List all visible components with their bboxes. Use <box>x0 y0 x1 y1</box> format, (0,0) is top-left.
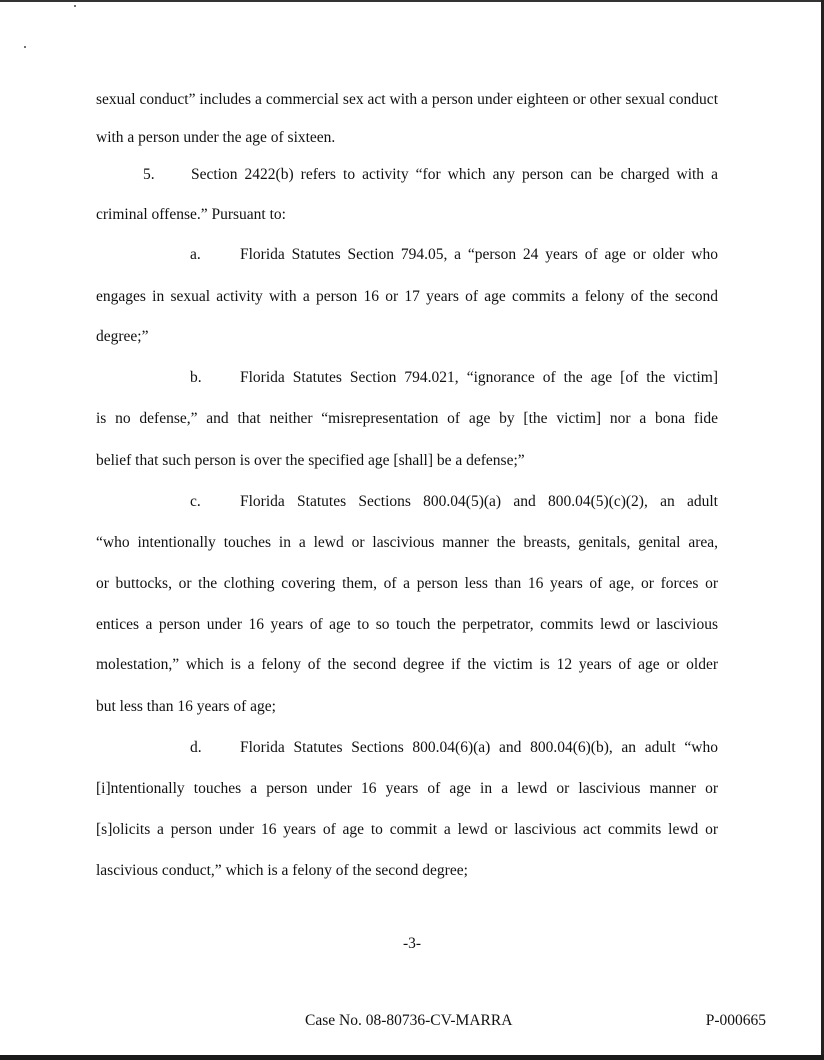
body-line: [i]ntentionally touches a person under 16 years of age in a lewd or lascivious manner or <box>96 780 718 797</box>
body-line: with a person under the age of sixteen. <box>96 129 336 146</box>
body-line: “who intentionally touches in a lewd or lascivious manner the breasts, genitals, genital area, <box>96 534 718 551</box>
scan-border-top <box>0 0 824 2</box>
body-line: belief that such person is over the specified age [shall] be a defense;” <box>96 452 525 469</box>
paragraph-number: 5. <box>143 166 155 183</box>
item-letter: b. <box>190 369 202 386</box>
body-line: entices a person under 16 years of age to so touch the perpetrator, commits lewd or lascivious <box>96 616 718 633</box>
body-line: is no defense,” and that neither “misrepresentation of age by [the victim] nor a bona fide <box>96 410 718 427</box>
body-line: Florida Statutes Section 794.05, a “person 24 years of age or older who <box>240 246 718 263</box>
scan-speck <box>24 46 26 48</box>
item-letter: a. <box>190 246 201 263</box>
bates-number: P-000665 <box>705 1012 766 1029</box>
body-line: lascivious conduct,” which is a felony of the second degree; <box>96 862 468 879</box>
body-line: [s]olicits a person under 16 years of age to commit a lewd or lascivious act commits lewd or <box>96 821 718 838</box>
body-line: Florida Statutes Sections 800.04(6)(a) and 800.04(6)(b), an adult “who <box>240 739 718 756</box>
scan-border-bottom <box>0 1055 824 1060</box>
case-number: Case No. 08-80736-CV-MARRA <box>305 1012 513 1029</box>
body-line: molestation,” which is a felony of the second degree if the victim is 12 years of age or older <box>96 656 718 673</box>
page-number: -3- <box>402 935 422 952</box>
body-line: engages in sexual activity with a person 16 or 17 years of age commits a felony of the second <box>96 288 718 305</box>
body-line: but less than 16 years of age; <box>96 698 276 715</box>
body-line: sexual conduct” includes a commercial sex act with a person under eighteen or other sexual conduct <box>96 91 718 108</box>
body-line: Florida Statutes Sections 800.04(5)(a) and 800.04(5)(c)(2), an adult <box>240 493 718 510</box>
body-line: or buttocks, or the clothing covering them, of a person less than 16 years of age, or forces or <box>96 575 718 592</box>
body-line: Florida Statutes Section 794.021, “ignorance of the age [of the victim] <box>240 369 718 386</box>
scan-speck <box>74 5 76 7</box>
body-line: criminal offense.” Pursuant to: <box>96 206 286 223</box>
item-letter: d. <box>190 739 202 756</box>
body-line: Section 2422(b) refers to activity “for which any person can be charged with a <box>191 166 718 183</box>
item-letter: c. <box>190 493 201 510</box>
body-line: degree;” <box>96 328 149 345</box>
